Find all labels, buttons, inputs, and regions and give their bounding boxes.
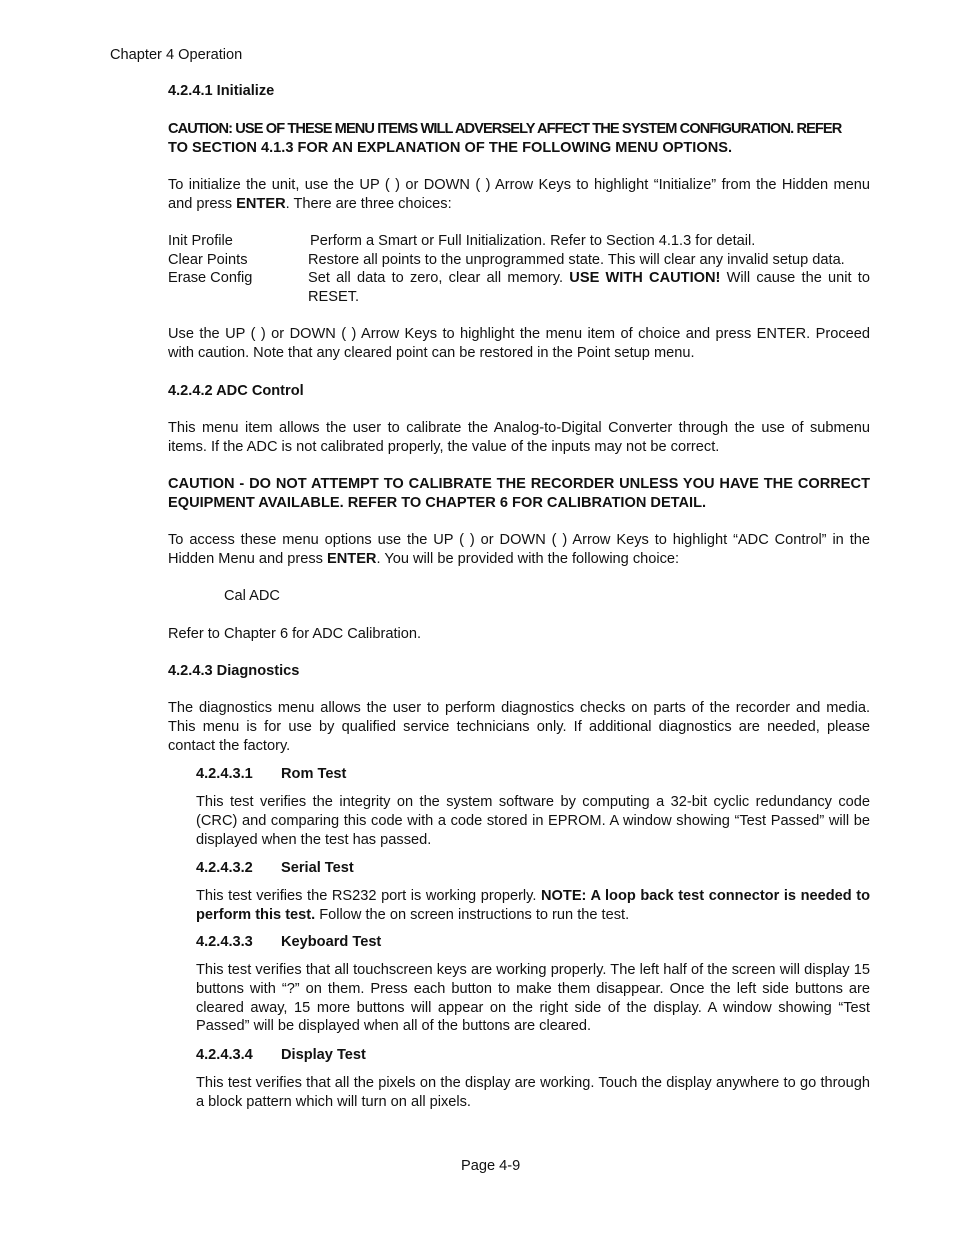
option-name: Erase Config <box>168 270 253 286</box>
section-heading-initialize: 4.2.4.1 Initialize <box>168 83 275 99</box>
option-description: Restore all points to the unprogrammed state. This will clear any invalid setup data. <box>308 252 845 268</box>
adc-intro: This menu item allows the user to calibrate the Analog-to-Digital Converter through the use of submenu items. If the ADC is not calibrated properly, the value of the inputs may not be correct. <box>168 420 870 455</box>
erase-desc-end: Will cause the unit to RESET. <box>308 270 870 305</box>
use-with-caution: USE WITH CAUTION! <box>569 270 721 286</box>
option-name: Init Profile <box>168 233 233 249</box>
keyboard-test-text: This test verifies that all touchscreen keys are working properly. The left half of the screen will display 15 buttons with “?” on them. Press each button to make them disappear. Once the left side buttons are cleared away, 15 more buttons will appear on the right side of the display. A window showing “Test Passed” will be displayed when all of the buttons are cleared. <box>196 962 870 1035</box>
page-header: Chapter 4 Operation <box>110 47 243 63</box>
serial-note: NOTE: A loop back test connector is needed to perform this test. <box>196 888 871 923</box>
caution-line-2: TO SECTION 4.1.3 FOR AN EXPLANATION OF THE FOLLOWING MENU OPTIONS. <box>168 139 733 156</box>
subsection-number: 4.2.4.3.2 <box>196 860 253 876</box>
subsection-title: Keyboard Test <box>281 934 382 950</box>
initialize-instructions: Use the UP ( ) or DOWN ( ) Arrow Keys to highlight the menu item of choice and press ENTER. Proceed with caution. Note that any cleared point can be restored in the Point setup menu. <box>168 326 870 361</box>
option-description: Perform a Smart or Full Initialization. Refer to Section 4.1.3 for detail. <box>310 233 756 249</box>
subsection-heading-serial-test <box>196 859 354 878</box>
enter-key-label: ENTER <box>327 550 377 567</box>
initialize-intro <box>168 176 870 214</box>
diagnostics-intro: The diagnostics menu allows the user to perform diagnostics checks on parts of the recorder and media. This menu is for use by qualified service technicians only. If additional diagnostics are needed, please contact the factory. <box>168 700 870 754</box>
subsection-number: 4.2.4.3.3 <box>196 934 253 950</box>
intro-text: To initialize the unit, use the UP ( ) or DOWN ( ) Arrow Keys to highlight “Initialize” from the Hidden menu and press <box>168 177 870 212</box>
erase-desc: Set all data to zero, clear all memory. <box>308 270 570 286</box>
subsection-heading-display-test <box>196 1046 366 1065</box>
cal-adc-choice: Cal ADC <box>224 588 280 604</box>
subsection-title: Rom Test <box>281 766 347 782</box>
subsection-heading-rom-test <box>196 765 346 784</box>
subsection-number: 4.2.4.3.4 <box>196 1047 253 1063</box>
subsection-heading-keyboard-test <box>196 933 381 952</box>
adc-access <box>168 531 870 569</box>
caution-initialize <box>168 120 870 158</box>
option-name: Clear Points <box>168 252 248 268</box>
enter-key-label: ENTER <box>236 195 286 212</box>
display-test-text: This test verifies that all the pixels on the display are working. Touch the display anywhere to go through a block pattern which will turn on all pixels. <box>196 1075 870 1110</box>
subsection-title: Serial Test <box>281 860 354 876</box>
serial-text: This test verifies the RS232 port is working properly. <box>196 888 542 904</box>
subsection-number: 4.2.4.3.1 <box>196 766 253 782</box>
serial-test-text <box>196 887 870 925</box>
subsection-title: Display Test <box>281 1047 366 1063</box>
option-description <box>308 269 870 307</box>
adc-access-text: To access these menu options use the UP ( ) or DOWN ( ) Arrow Keys to highlight “ADC Control” in the Hidden Menu and press <box>168 532 870 567</box>
adc-refer: Refer to Chapter 6 for ADC Calibration. <box>168 626 422 642</box>
page-footer: Page 4-9 <box>461 1158 521 1174</box>
caution-adc: CAUTION - DO NOT ATTEMPT TO CALIBRATE THE RECORDER UNLESS YOU HAVE THE CORRECT EQUIPMENT AVAILABLE. REFER TO CHAPTER 6 FOR CALIBRATION DETAIL. <box>168 476 870 511</box>
section-heading-diagnostics: 4.2.4.3 Diagnostics <box>168 663 300 679</box>
adc-access-text-end: . You will be provided with the following choice: <box>376 550 680 567</box>
serial-text-end: Follow the on screen instructions to run the test. <box>315 906 630 923</box>
rom-test-text: This test verifies the integrity on the system software by computing a 32-bit cyclic redundancy code (CRC) and comparing this code with a code stored in EPROM. A window showing “Test Passed” will be displayed when the test has passed. <box>196 794 870 848</box>
section-heading-adc-control: 4.2.4.2 ADC Control <box>168 383 304 399</box>
caution-line-1: CAUTION: USE OF THESE MENU ITEMS WILL ADVERSELY AFFECT THE SYSTEM CONFIGURATION. REFER <box>168 121 842 137</box>
intro-text-end: . There are three choices: <box>285 195 452 212</box>
